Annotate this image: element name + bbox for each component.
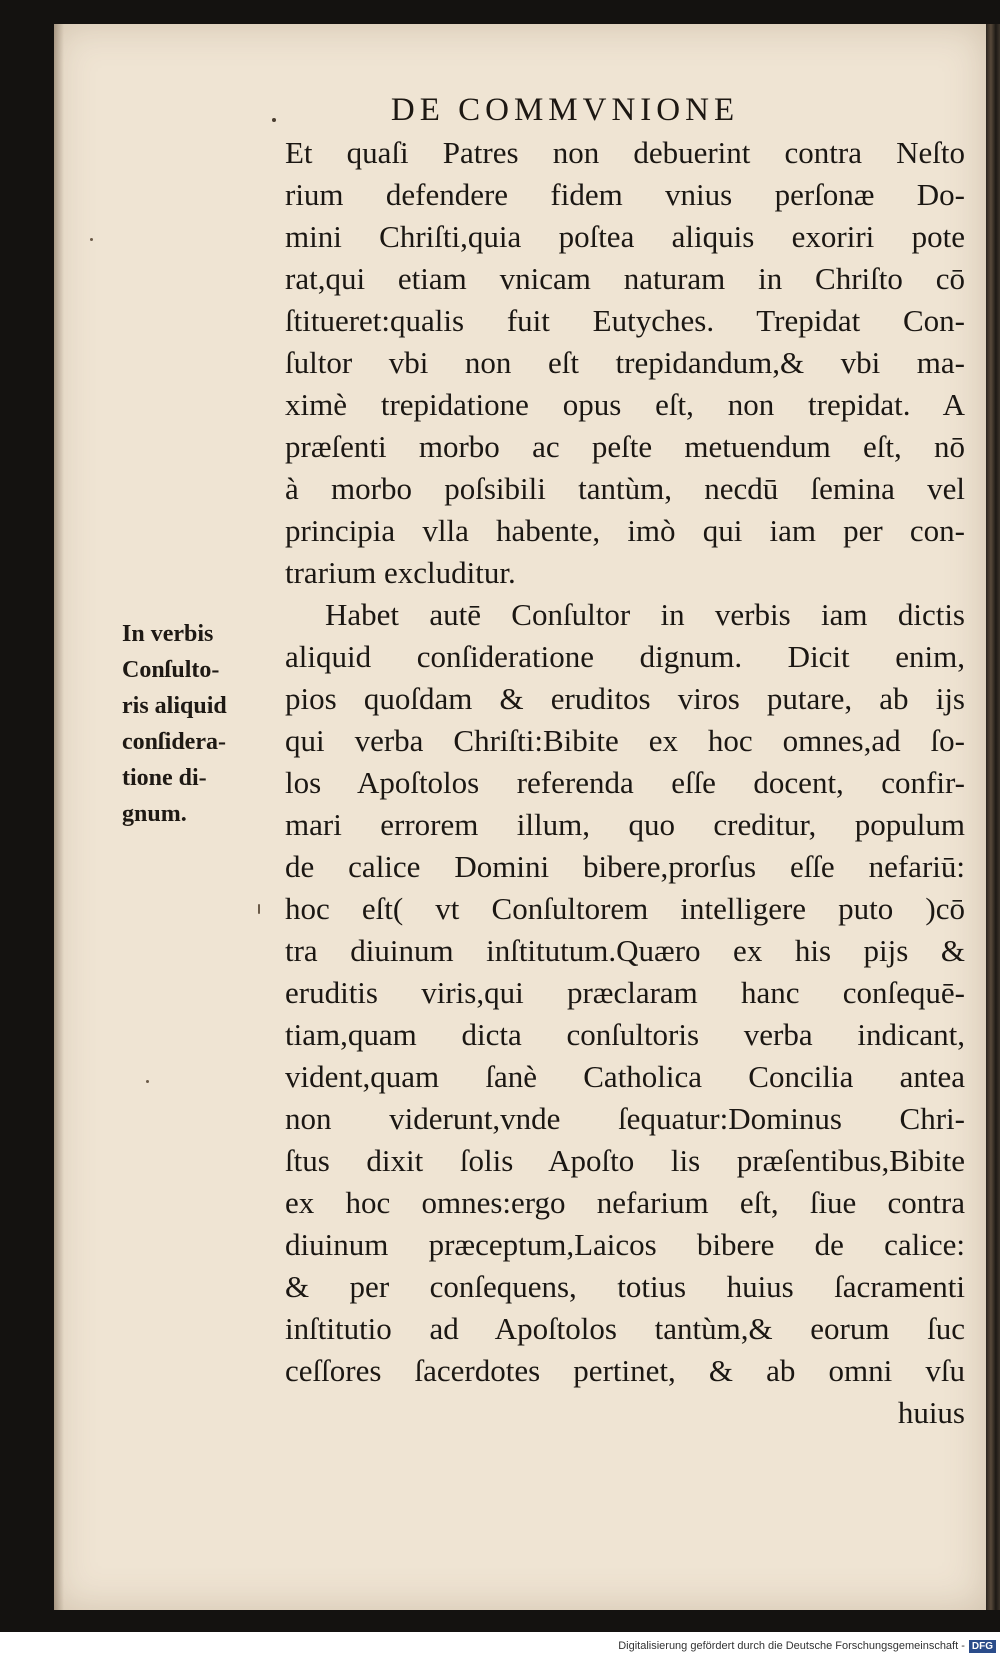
text-line: præſenti morbo ac peſte metuendum eſt, nō [285, 429, 965, 464]
digitization-credit [0, 1640, 996, 1653]
marginal-note-line: conſidera- [122, 729, 226, 755]
text-line: eruditis viris,qui præclaram hanc conſequē- [285, 975, 965, 1010]
paper-speck [146, 1080, 149, 1083]
text-line: Et quaſi Patres non debuerint contra Neſto [285, 135, 965, 170]
text-line: Habet autē Conſultor in verbis iam dictis [325, 597, 965, 632]
marginal-note [122, 616, 282, 832]
text-line: ceſſores ſacerdotes pertinet, & ab omni vſu [285, 1353, 965, 1388]
page-gutter-shadow [54, 24, 64, 1610]
ink-dot [272, 118, 276, 122]
text-line: tiam,quam dicta conſultoris verba indicant, [285, 1017, 965, 1052]
text-line: trarium excluditur. [285, 555, 516, 590]
text-line: tra diuinum inſtitutum.Quæro ex his pijs & [285, 933, 965, 968]
text-line: mini Chriſti,quia poſtea aliquis exoriri pote [285, 219, 965, 254]
text-line: los Apoſtolos referenda eſſe docent, confir- [285, 765, 965, 800]
text-line: ex hoc omnes:ergo nefarium eſt, ſiue contra [285, 1185, 965, 1220]
text-line: principia vlla habente, imò qui iam per con- [285, 513, 965, 548]
text-line: ſultor vbi non eſt trepidandum,& vbi ma- [285, 345, 965, 380]
text-line: pios quoſdam & eruditos viros putare, ab ijs [285, 681, 965, 716]
paper-speck [258, 904, 260, 914]
text-line: rat,qui etiam vnicam naturam in Chriſto cō [285, 261, 965, 296]
text-line: de calice Domini bibere,prorſus eſſe nefariū: [285, 849, 965, 884]
page-edge [986, 24, 1000, 1610]
paper-speck [90, 238, 93, 241]
body-text [285, 132, 965, 1434]
text-line: & per conſequens, totius huius ſacramenti [285, 1269, 965, 1304]
running-head: DE COMMVNIONE [390, 92, 740, 128]
text-line: ſtitueret:qualis fuit Eutyches. Trepidat Con- [285, 303, 965, 338]
text-line: aliquid conſideratione dignum. Dicit enim, [285, 639, 965, 674]
marginal-note-line: In verbis [122, 621, 214, 647]
marginal-note-line: gnum. [122, 801, 187, 827]
text-line: rium defendere fidem vnius perſonæ Do- [285, 177, 965, 212]
text-line: diuinum præceptum,Laicos bibere de calice: [285, 1227, 965, 1262]
credit-text: Digitalisierung gefördert durch die Deutsche Forschungsgemeinschaft - [618, 1640, 965, 1652]
text-line: inſtitutio ad Apoſtolos tantùm,& eorum ſuc [285, 1311, 965, 1346]
text-line: hoc eſt( vt Conſultorem intelligere puto )cō [285, 891, 965, 926]
text-line: à morbo poſsibili tantùm, necdū ſemina vel [285, 471, 965, 506]
text-line: ſtus dixit ſolis Apoſto lis præſentibus,Bibite [285, 1143, 965, 1178]
catchword: huius [897, 1395, 965, 1430]
text-line: vident,quam ſanè Catholica Concilia antea [285, 1059, 965, 1094]
marginal-note-line: tione di- [122, 765, 207, 791]
marginal-note-line: Conſulto- [122, 657, 220, 683]
text-line: ximè trepidatione opus eſt, non trepidat. A [285, 387, 965, 422]
dfg-logo: DFG [969, 1640, 996, 1653]
text-line: mari errorem illum, quo creditur, populum [285, 807, 965, 842]
marginal-note-line: ris aliquid [122, 693, 227, 719]
text-line: non viderunt,vnde ſequatur:Dominus Chri- [285, 1101, 965, 1136]
text-line: qui verba Chriſti:Bibite ex hoc omnes,ad ſo- [285, 723, 965, 758]
